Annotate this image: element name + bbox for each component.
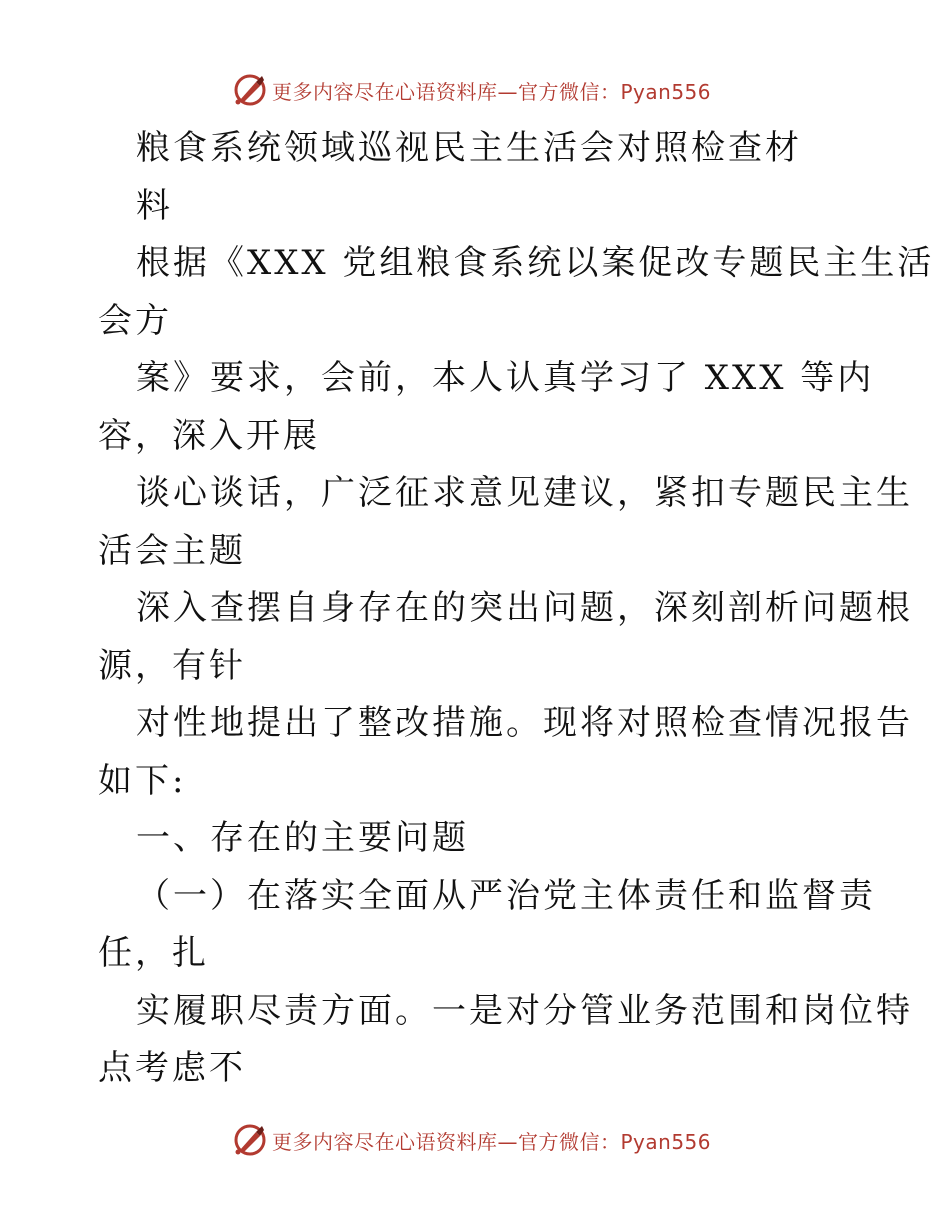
watermark-banner-top [232,70,711,110]
watermark-text: 更多内容尽在心语资料库—官方微信：Pyan556 [272,1129,712,1154]
section-heading: 一、存在的主要问题 [136,818,469,858]
paragraph-line: 容，深入开展 [98,415,320,456]
paragraph-line: 案》要求，会前，本人认真学习了 XXX 等内 [136,358,875,398]
paragraph-line: 如下: [98,760,187,801]
ink-pen-logo-icon [232,72,268,108]
paragraph-line: 活会主题 [98,530,246,571]
paragraph-line: 深入查摆自身存在的突出问题，深刻剖析问题根 [136,588,913,628]
ink-pen-logo-icon [232,1122,268,1158]
paragraph-line: 根据《XXX 党组粮食系统以案促改专题民主生活 [136,243,935,283]
paragraph-line: 源，有针 [98,645,246,686]
paragraph-line: 实履职尽责方面。一是对分管业务范围和岗位特 [136,990,913,1031]
subsection-heading: （一）在落实全面从严治党主体责任和监督责 [136,875,876,916]
paragraph-line: 对性地提出了整改措施。现将对照检查情况报告 [136,703,913,743]
paragraph-line: 谈心谈话，广泛征求意见建议，紧扣专题民主生 [136,473,913,513]
paragraph-line: 任，扎 [98,933,209,973]
paragraph-line: 会方 [98,300,172,341]
title-line-1: 粮食系统领域巡视民主生活会对照检查材 [136,128,802,168]
document-body [98,120,935,1098]
watermark-text: 更多内容尽在心语资料库—官方微信：Pyan556 [272,79,712,104]
paragraph-line: 点考虑不 [98,1048,246,1088]
watermark-banner-bottom [232,1120,711,1160]
title-line-2: 料 [136,185,173,226]
